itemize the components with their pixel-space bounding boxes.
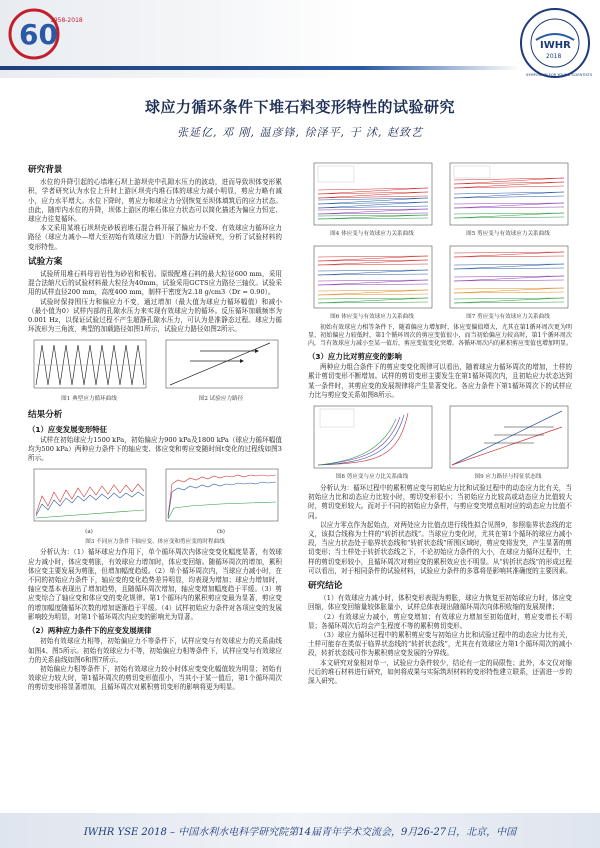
iwhr-symposium-logo [518, 6, 592, 80]
heading-results-sub2: （2）两种应力条件下的应变发展规律 [28, 626, 152, 636]
figure-9-plot [444, 403, 572, 473]
logo-iwhr-ring-text: SYMPOSIUM FOR YOUNG SCIENTISTS [526, 73, 592, 77]
figure-8-plot [308, 403, 436, 473]
heading-conclusion: 研究结论 [308, 581, 343, 592]
method-paragraph-1: 试验所用堆石料母岩岩性为砂岩和板岩。原级配堆石料的最大粒径600 mm，采用混合法缩尺后的试验材料最大粒径为40mm，试验采用GCTS应力路径三轴仪。试验采用的试样直径200 mm，高度400 mm，制样干密度为2.18 g/cm3（Dr = 0.90）。 [28, 270, 282, 297]
figure-8-caption: 图8 剪应变与应力比关系曲线 [335, 474, 409, 481]
figure-5-caption: 图5 剪应变与有效球应力关系曲线 [466, 231, 550, 237]
figure-4-caption: 图4 体应变与有效球应力关系曲线 [330, 231, 414, 237]
figure-9-caption: 图9 应力路径与特征状态线 [474, 474, 542, 481]
figure-3b-label: (b) [217, 529, 225, 536]
results-sub1-paragraph-2: 分析认为：（1）循环球应力作用下，单个循环周次内体应变变化幅度显著，有效球应力减小时，体应变剪胀，有效球应力增加时，体应变回缩。随循环周次的增加，累积体应变主要发展为剪胀，但增加幅度趋缓。（2）单个循环周次内，当球应力减小时，在不同的初始应力条件下，轴应变的变化趋势差异明显，均表现为增加；球应力增加时，轴应变基本表现出了增加趋势，且随循环周次增加，轴应变增加幅度趋于平缓。（3）剪应变综合了轴应变和体应变的变化规律。第1个循环内的累积剪应变最为显著，剪应变的增加幅度随循环次数的增加逐渐趋于平缓。（4）试样初始应力条件对各项应变的发展影响较为明显，对第1个循环周次内应变的影响尤为显著。 [28, 548, 282, 621]
conclusion-paragraph-1: （1）有效球应力减小时，体积变形表现为剪胀，球应力恢复至初始球应力时，体应变回缩，体应变回缩量较体胀量小，试样总体表现出随循环周次向体积收缩的发展规律； [308, 594, 572, 612]
figure-2-plot [160, 337, 282, 395]
figure-5-plot [444, 160, 572, 230]
logo-60-years: 1958-2018 [50, 17, 83, 24]
results-sub1-paragraph-1: 试样在初始球应力1500 kPa，初始偏应力900 kPa及1800 kPa（球应力循环幅值均为500 kPa）两种应力条件下的轴应变、体应变和剪应变随时间t变化的过程线如图3所示。 [28, 435, 282, 463]
figure-row-3 [28, 466, 282, 538]
conclusion-paragraph-2: （2）有效球应力减小，剪应变增加；有效球应力增加至初始值时，剪应变增长不明显；各循环周次后均会产生程度不等的累积剪切变形。 [308, 612, 572, 630]
figure-3a-plot [28, 466, 150, 528]
heading-results: 结果分析 [28, 410, 63, 421]
figure-7 [444, 243, 572, 323]
paper-authors: 张延亿, 邓 刚, 温彦锋, 徐泽平, 于 沭, 赵致艺 [177, 126, 423, 139]
logo-60-number: 60 [19, 18, 58, 51]
header-blue-stripe [0, 66, 520, 70]
figure-3a-label: (a) [85, 529, 93, 536]
figure-7-caption: 图7 剪应变与有效球应力关系曲线 [466, 314, 550, 320]
heading-background: 研究背景 [28, 165, 63, 175]
results-sub3-paragraph-3: 以应力零点作为起始点，对两处应力比值点进行线性拟合见图9，参照临界状态线的定义，该拟合线称为土样的“转折状态线”。当球应力变化时，尤其在第1个循环的球应力减小段，当应力状态处于临界状态线和“转折状态线”所围区域时，剪应变将发突，产生显著的剪切变形；当土样处于转折状态线之下，不论初始应力条件的大小，在球应力循环过程中，土样的剪切变形较小，且循环周次对剪应变的累积效应也不明显。从“转折状态线”的形成过程可以看出，对于相同条件的试验材料，试验应力条件的多寡将是影响其准确度的主要因素。 [308, 520, 572, 575]
figure-row-8-9 [308, 403, 572, 483]
logo-iwhr-year: 2018 [546, 53, 562, 60]
iwhr-60th-anniversary-logo [6, 6, 92, 64]
figure-3-caption: 图3 不同应力条件下轴应变、体应变和剪应变的时程曲线 [85, 539, 225, 546]
figure-3b-plot [160, 466, 282, 528]
left-column [28, 160, 282, 693]
figure-row-4-5 [308, 160, 572, 240]
logo-iwhr-name: IWHR [540, 40, 571, 51]
figure-7-plot [444, 243, 572, 313]
figure-9 [444, 403, 572, 483]
figure-1-caption: 图1 典型应力循环曲线 [61, 396, 117, 403]
heading-method: 试验方案 [28, 256, 63, 267]
heading-results-sub3: （3）应力比对剪应变的影响 [308, 352, 402, 361]
figure-3a [28, 466, 150, 538]
right-column [308, 160, 572, 686]
figure-1-plot [28, 337, 150, 395]
results-sub3-paragraph-1: 两种应力组合条件下的剪应变变化规律可以看出，随着球应力循环周次的增加，土样的累计剪切变形不断增加。试样的剪切变形主要发生在第1循环周次内，且初始应力状态达到某一条件时，其剪应变的发展规律将产生显著变化。各应力条件下第1循环周次下的试样应力比与剪应变关系如图8所示。 [308, 363, 572, 399]
method-paragraph-2: 试验时保持围压力和偏应力不变，通过增加（最大值为球应力循环幅值）和减小（最小值为0）试样内部的孔隙水压力来实现有效球应力的循环。反压循环加载频率为0.001 Hz，以保证试验过程不产生超静孔隙水压力，可认为是准静态过程。球应力循环波形为三角波，典型的加载路径如图1所示，试验应力路径如图2所示。 [28, 297, 282, 334]
figure-6-caption: 图6 体应变与有效球应力关系曲线 [330, 314, 414, 320]
figure-4 [308, 160, 436, 240]
heading-results-sub1: （1）应变发展变形特征 [28, 424, 108, 434]
figure-1 [28, 337, 150, 405]
figure-2 [160, 337, 282, 405]
figure-6-plot [308, 243, 436, 313]
background-paragraph-1: 水位的升降引起的心墙堆石坝上游坝壳中孔隙水压力的波动，进而导致坝体变形累积，学者研究认为水位上升时上游区坝壳内堆石体的球应力减小明显，剪应力略有减小，应力水平增大。水位下降时，剪应力和球应力分别恢复至坝体填筑后的应力状态。由此，随库内水位的升降，坝体上游区的堆石体应力状态可以简化描述为偏应力恒定、球应力往复循环。 [28, 178, 282, 224]
results-sub2-paragraph-2: 初始偏应力相等条件下，初始有效球应力较小时体应变变化幅值较为明显；初始有效球应力较大时，第1循环周次的剪切变形值很小，当其小于某一值后，第1个循环周次的剪切变形将显著增加，且循环周次对累积剪切变形的影响将更为明显。 [28, 664, 282, 692]
results-sub3-paragraph-2: 分析认为：循环过程中的累积剪应变与初始应力比和试验过程中的动态应力比有关，当初始应力比和动态应力比较小时，剪切变形很小；当初始应力比较高或动态应力比值较大时，剪切变形较大。而对于不同的初始应力条件，与剪应变突增点相对应的动态应力比值不同。 [308, 484, 572, 520]
background-paragraph-2: 本文采用某堆石坝坝壳砂板岩堆石混合料开展了偏应力不变、有效球应力循环应力路径（球应力减小—增大至初始有效球应力值）下的静力试验研究，分析了试验材料的变形特性。 [28, 224, 282, 251]
figure-3b [160, 466, 282, 538]
results-sub2-paragraph-3: 初始有效球应力相等条件下，随着偏应力增加时，体应变偏值增大，尤其在第1循环周次更为明显，初始偏应力较低时，第1个循环周次的剪应变值很小，而当初始偏应力较高时，第1个循环周次内，当有效球应力减小至某一值后，剪应变值变化突增。各循环周次内的累积剪应变值也增加明显。 [308, 324, 573, 347]
figure-5 [444, 160, 572, 240]
figure-4-plot [308, 160, 436, 230]
figure-2-caption: 图2 试验应力路径 [198, 396, 244, 403]
figure-6 [308, 243, 436, 323]
figure-row-6-7 [308, 243, 572, 323]
footer-text: IWHR YSE 2018 – 中国水利水电科学研究院第14届青年学术交流会，9月26-27日，北京，中国 [83, 827, 517, 838]
conclusion-paragraph-3: （3）球应力循环过程中的累积剪应变与初始应力比和试验过程中的动态应力比有关，土样可能存在类似于临界状态线的“转折状态线”，尤其在有效球应力第1个循环周次的减小段，转折状态线可作为累积剪应变发展的分界线。 [308, 631, 572, 658]
figure-8 [308, 403, 436, 483]
conclusion-paragraph-4: 本文研究对象相对单一，试验应力条件较少，结论有一定的局限性；此外，本文仅对缩尺后的堆石材料进行研究，如何将成果与实际筑坝材料的变形特性建立联系，还需进一步的深入研究。 [308, 658, 572, 686]
results-sub2-paragraph-1: 初始有效球应力相等，初始偏应力不等条件下，试样应变与有效球应力的关系曲线如图4、图5所示。初始有效球应力不等，初始偏应力相等条件下，试样应变与有效球应力的关系曲线如图6和图7所示。 [28, 637, 282, 664]
figure-row-1-2 [28, 337, 282, 405]
paper-title: 球应力循环条件下堆石料变形特性的试验研究 [144, 98, 455, 116]
